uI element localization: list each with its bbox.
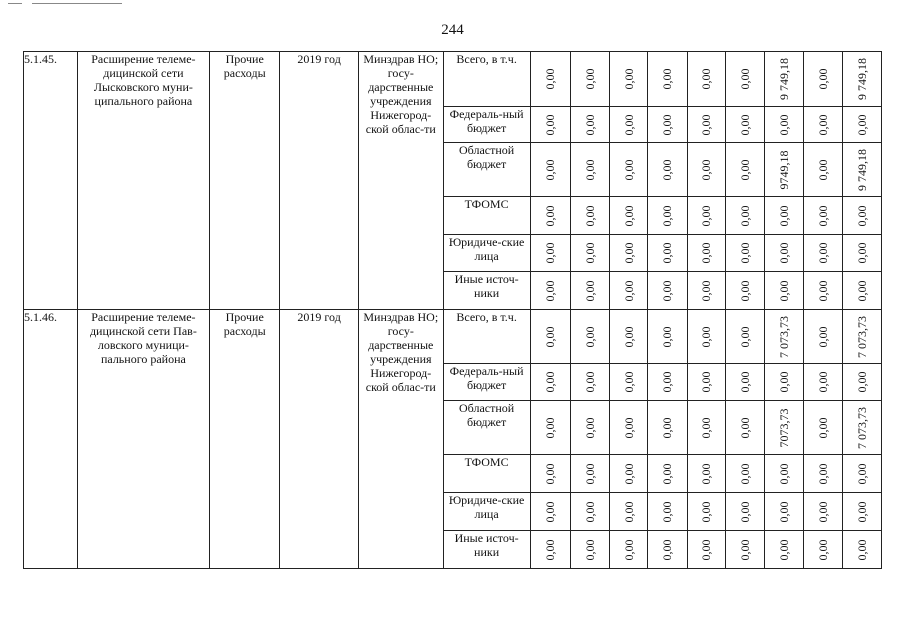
value-text: 0,00: [816, 280, 831, 301]
value-cell: [610, 272, 648, 310]
value-text: 0,00: [660, 205, 675, 226]
value-text: 0,00: [660, 280, 675, 301]
value-text: 0,00: [737, 242, 752, 264]
value-text: 9749,18: [777, 150, 792, 189]
value-text: 0,00: [621, 539, 636, 560]
value-text: 0,00: [816, 501, 831, 522]
value-text: 0,00: [660, 501, 675, 522]
value-cell: [570, 107, 609, 143]
value-cell: [570, 143, 609, 197]
value-text: 0,00: [543, 280, 558, 301]
value-cell: [610, 52, 648, 107]
value-text: 0,00: [582, 417, 597, 438]
value-text: 0,00: [699, 242, 714, 264]
value-text: 0,00: [543, 501, 558, 522]
value-text: 0,00: [699, 205, 714, 226]
value-cell: [570, 235, 609, 272]
value-text: 0,00: [777, 280, 792, 301]
value-cell: [530, 107, 570, 143]
value-text: 0,00: [737, 68, 752, 90]
value-cell: [765, 493, 804, 531]
value-text: 0,00: [737, 463, 752, 484]
value-text: 0,00: [777, 205, 792, 226]
value-text: 0,00: [816, 417, 831, 438]
value-text: 7 073,73: [777, 315, 792, 358]
value-text: 0,00: [543, 242, 558, 264]
value-cell: [610, 143, 648, 197]
value-text: 0,00: [621, 205, 636, 226]
value-cell: [765, 235, 804, 272]
value-text: 0,00: [737, 539, 752, 560]
value-cell: [530, 272, 570, 310]
value-cell: [530, 493, 570, 531]
value-text: 0,00: [737, 501, 752, 522]
value-text: 0,00: [816, 159, 831, 180]
value-cell: [530, 364, 570, 401]
value-cell: [687, 455, 725, 493]
table-row: [24, 310, 882, 364]
value-cell: [804, 455, 842, 493]
value-text: 0,00: [582, 114, 597, 135]
value-cell: [570, 310, 609, 364]
value-text: 0,00: [543, 417, 558, 438]
value-text: 0,00: [777, 539, 792, 560]
value-cell: [804, 310, 842, 364]
value-text: 0,00: [854, 501, 869, 522]
value-cell: [610, 401, 648, 455]
value-cell: [765, 364, 804, 401]
value-cell: [648, 310, 687, 364]
value-cell: [530, 455, 570, 493]
record-year: 2019 год: [280, 310, 359, 569]
value-cell: [842, 235, 881, 272]
value-text: 0,00: [660, 159, 675, 180]
value-text: 0,00: [699, 114, 714, 135]
value-cell: [725, 272, 764, 310]
value-cell: [687, 235, 725, 272]
value-text: 0,00: [582, 326, 597, 347]
value-text: 0,00: [621, 68, 636, 90]
value-text: 0,00: [737, 114, 752, 135]
value-text: 0,00: [816, 539, 831, 560]
value-cell: [570, 493, 609, 531]
value-cell: [804, 493, 842, 531]
funding-source: Иные источ-ники: [443, 272, 530, 310]
funding-source: Областной бюджет: [443, 401, 530, 455]
value-text: 0,00: [582, 371, 597, 393]
value-cell: [687, 493, 725, 531]
value-text: 0,00: [543, 371, 558, 393]
value-text: 0,00: [660, 539, 675, 560]
value-cell: [530, 197, 570, 235]
value-cell: [725, 107, 764, 143]
value-cell: [570, 401, 609, 455]
value-cell: [610, 493, 648, 531]
value-cell: [765, 272, 804, 310]
value-cell: [648, 401, 687, 455]
value-text: 0,00: [816, 205, 831, 226]
value-text: 0,00: [621, 114, 636, 135]
value-cell: [725, 493, 764, 531]
value-text: 0,00: [543, 68, 558, 90]
value-cell: [530, 52, 570, 107]
value-cell: [804, 531, 842, 569]
funding-source: Всего, в т.ч.: [443, 310, 530, 364]
value-text: 9 749,18: [854, 148, 869, 191]
value-text: 7073,73: [777, 408, 792, 447]
value-cell: [725, 235, 764, 272]
value-text: 9 749,18: [854, 58, 869, 100]
value-text: 0,00: [777, 114, 792, 135]
value-text: 0,00: [737, 326, 752, 347]
value-text: 0,00: [621, 463, 636, 484]
value-text: 0,00: [737, 417, 752, 438]
value-cell: [610, 310, 648, 364]
value-cell: [804, 197, 842, 235]
value-text: 0,00: [737, 159, 752, 180]
budget-table: [23, 51, 882, 569]
value-text: 0,00: [699, 159, 714, 180]
value-cell: [530, 310, 570, 364]
value-text: 0,00: [660, 371, 675, 393]
scan-artifact: [0, 0, 905, 10]
value-text: 0,00: [582, 280, 597, 301]
value-text: 0,00: [854, 463, 869, 484]
value-cell: [610, 107, 648, 143]
value-text: 0,00: [699, 463, 714, 484]
page-number: 244: [441, 22, 464, 38]
value-text: 0,00: [660, 417, 675, 438]
value-cell: [687, 52, 725, 107]
value-text: 0,00: [737, 371, 752, 393]
value-cell: [804, 143, 842, 197]
value-text: 0,00: [816, 114, 831, 135]
value-cell: [765, 143, 804, 197]
value-cell: [804, 52, 842, 107]
value-text: 0,00: [660, 68, 675, 90]
table-row: [24, 52, 882, 107]
value-cell: [765, 107, 804, 143]
value-cell: [648, 52, 687, 107]
value-text: 0,00: [582, 68, 597, 90]
value-cell: [842, 455, 881, 493]
value-cell: [725, 197, 764, 235]
value-cell: [610, 364, 648, 401]
value-text: 0,00: [582, 501, 597, 522]
value-text: 0,00: [582, 159, 597, 180]
value-cell: [610, 455, 648, 493]
value-text: 0,00: [582, 205, 597, 226]
value-text: 0,00: [854, 114, 869, 135]
funding-source: Иные источ-ники: [443, 531, 530, 569]
value-text: 0,00: [699, 417, 714, 438]
value-text: 0,00: [854, 280, 869, 301]
record-number: 5.1.45.: [24, 52, 78, 310]
value-text: 0,00: [816, 463, 831, 484]
value-cell: [842, 310, 881, 364]
value-text: 0,00: [737, 205, 752, 226]
value-cell: [530, 401, 570, 455]
value-text: 0,00: [582, 463, 597, 484]
value-cell: [725, 455, 764, 493]
value-text: 0,00: [621, 280, 636, 301]
value-cell: [765, 401, 804, 455]
value-cell: [570, 272, 609, 310]
value-cell: [804, 272, 842, 310]
value-cell: [648, 493, 687, 531]
value-text: 0,00: [699, 371, 714, 393]
funding-source: Юридиче-ские лица: [443, 235, 530, 272]
value-cell: [648, 272, 687, 310]
value-text: 0,00: [816, 242, 831, 264]
value-text: 0,00: [621, 371, 636, 393]
expense-type: Прочие расходы: [210, 310, 280, 569]
value-cell: [648, 364, 687, 401]
value-cell: [842, 143, 881, 197]
value-text: 0,00: [582, 539, 597, 560]
value-cell: [687, 364, 725, 401]
funding-source: Федераль-ный бюджет: [443, 107, 530, 143]
value-cell: [570, 531, 609, 569]
record-executor: Минздрав НО; госу-дарственные учреждения Нижегород-ской облас-ти: [358, 52, 443, 310]
value-text: 0,00: [854, 371, 869, 393]
value-cell: [610, 531, 648, 569]
value-text: 7 073,73: [854, 406, 869, 449]
value-text: 0,00: [777, 501, 792, 522]
value-cell: [530, 531, 570, 569]
value-cell: [804, 364, 842, 401]
value-cell: [725, 52, 764, 107]
funding-source: Юридиче-ские лица: [443, 493, 530, 531]
value-text: 0,00: [816, 326, 831, 347]
value-cell: [725, 364, 764, 401]
value-cell: [687, 107, 725, 143]
value-text: 0,00: [699, 539, 714, 560]
value-text: 7 073,73: [854, 315, 869, 358]
value-cell: [648, 107, 687, 143]
value-text: 0,00: [660, 326, 675, 347]
value-text: 0,00: [621, 501, 636, 522]
value-text: 0,00: [737, 280, 752, 301]
value-text: 0,00: [621, 417, 636, 438]
value-cell: [765, 197, 804, 235]
value-cell: [804, 107, 842, 143]
funding-source: ТФОМС: [443, 455, 530, 493]
value-text: 0,00: [816, 371, 831, 393]
value-cell: [570, 364, 609, 401]
value-text: 0,00: [777, 242, 792, 264]
funding-source: ТФОМС: [443, 197, 530, 235]
value-text: 0,00: [660, 242, 675, 264]
value-cell: [804, 235, 842, 272]
value-cell: [725, 143, 764, 197]
value-cell: [687, 401, 725, 455]
value-text: 0,00: [543, 205, 558, 226]
value-cell: [765, 52, 804, 107]
value-text: 0,00: [660, 463, 675, 484]
expense-type: Прочие расходы: [210, 52, 280, 310]
record-name: Расширение телеме-дицинской сети Лысковского муни-ципального района: [77, 52, 209, 310]
record-year: 2019 год: [280, 52, 359, 310]
value-cell: [765, 455, 804, 493]
value-text: 9 749,18: [777, 58, 792, 100]
record-number: 5.1.46.: [24, 310, 78, 569]
value-text: 0,00: [621, 326, 636, 347]
value-cell: [648, 143, 687, 197]
value-text: 0,00: [543, 463, 558, 484]
value-cell: [842, 493, 881, 531]
value-cell: [570, 52, 609, 107]
value-cell: [725, 401, 764, 455]
value-text: 0,00: [660, 114, 675, 135]
record-name: Расширение телеме-дицинской сети Пав-ловского муници-пального района: [77, 310, 209, 569]
record-executor: Минздрав НО; госу-дарственные учреждения Нижегород-ской облас-ти: [358, 310, 443, 569]
funding-source: Федераль-ный бюджет: [443, 364, 530, 401]
value-cell: [687, 272, 725, 310]
value-cell: [687, 143, 725, 197]
value-cell: [765, 310, 804, 364]
value-text: 0,00: [699, 326, 714, 347]
value-text: 0,00: [543, 114, 558, 135]
value-text: 0,00: [621, 242, 636, 264]
value-text: 0,00: [699, 68, 714, 90]
value-text: 0,00: [816, 68, 831, 90]
value-cell: [842, 401, 881, 455]
value-text: 0,00: [854, 205, 869, 226]
value-cell: [687, 531, 725, 569]
value-cell: [648, 455, 687, 493]
value-cell: [570, 197, 609, 235]
value-text: 0,00: [854, 242, 869, 264]
value-cell: [530, 143, 570, 197]
value-text: 0,00: [699, 280, 714, 301]
value-cell: [687, 310, 725, 364]
value-cell: [687, 197, 725, 235]
value-cell: [765, 531, 804, 569]
value-text: 0,00: [621, 159, 636, 180]
value-cell: [530, 235, 570, 272]
value-cell: [842, 531, 881, 569]
value-text: 0,00: [777, 371, 792, 393]
value-cell: [570, 455, 609, 493]
value-cell: [842, 107, 881, 143]
funding-source: Областной бюджет: [443, 143, 530, 197]
value-text: 0,00: [777, 463, 792, 484]
value-cell: [842, 197, 881, 235]
value-cell: [610, 235, 648, 272]
value-text: 0,00: [854, 539, 869, 560]
value-cell: [842, 52, 881, 107]
value-cell: [804, 401, 842, 455]
value-text: 0,00: [543, 159, 558, 180]
value-text: 0,00: [543, 539, 558, 560]
value-cell: [842, 272, 881, 310]
value-cell: [648, 197, 687, 235]
value-cell: [842, 364, 881, 401]
funding-source: Всего, в т.ч.: [443, 52, 530, 107]
value-cell: [725, 310, 764, 364]
value-cell: [725, 531, 764, 569]
value-text: 0,00: [543, 326, 558, 347]
value-cell: [648, 531, 687, 569]
value-text: 0,00: [699, 501, 714, 522]
value-cell: [610, 197, 648, 235]
value-cell: [648, 235, 687, 272]
value-text: 0,00: [582, 242, 597, 264]
